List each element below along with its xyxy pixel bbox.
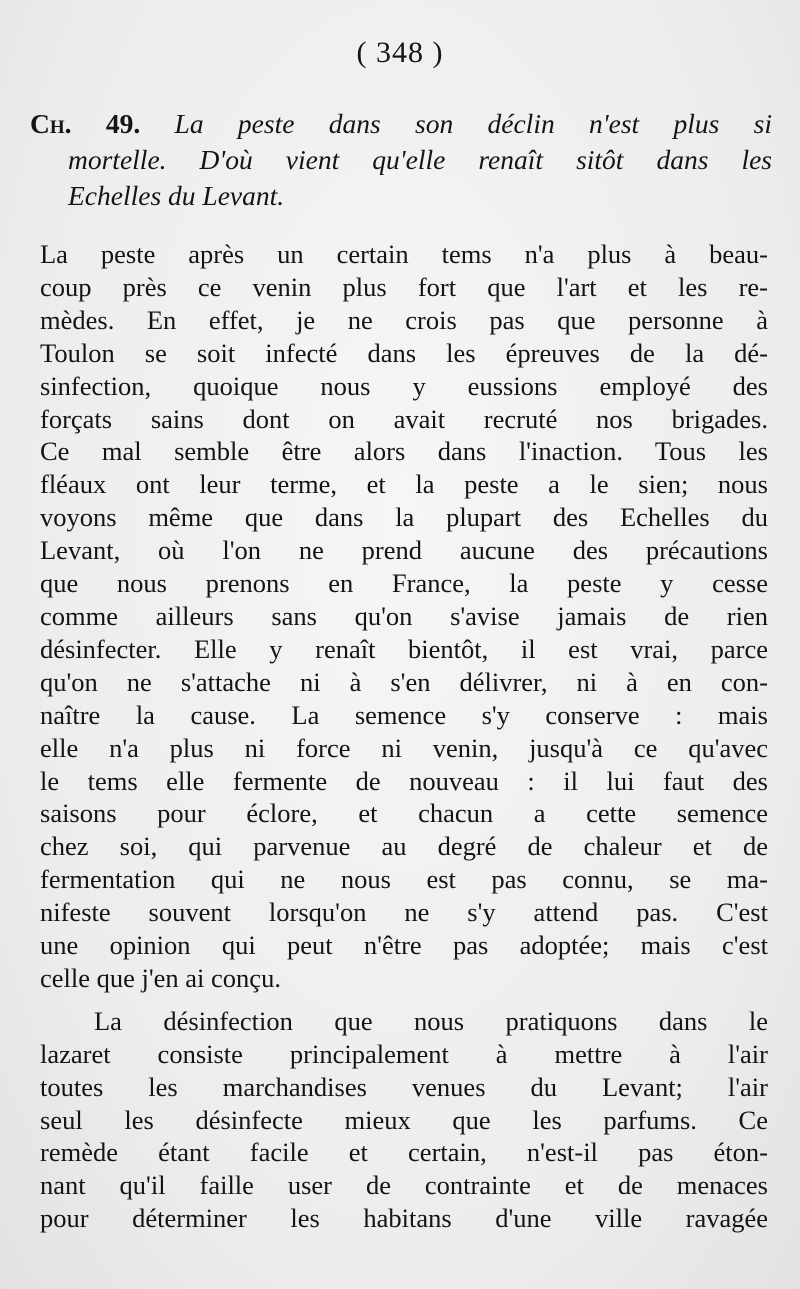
paragraph-2 (40, 1005, 768, 1235)
text-line: toutes les marchandises venues du Levant; l'air (40, 1071, 768, 1102)
text-line: nant qu'il faille user de contrainte et de menaces (40, 1170, 768, 1201)
page-number: ( 348 ) (356, 36, 444, 69)
text-line: pour déterminer les habitans d'une ville ravagée (40, 1203, 768, 1234)
text-line: sinfection, quoique nous y eussions employé des (40, 370, 768, 401)
text-line: Toulon se soit infecté dans les épreuves de la dé- (40, 337, 768, 368)
text-line: La désinfection que nous pratiquons dans le (94, 1005, 768, 1036)
text-line: Ce mal semble être alors dans l'inaction. Tous les (40, 436, 768, 467)
text-line: coup près ce venin plus fort que l'art et les re- (40, 271, 768, 302)
text-line: La peste après un certain tems n'a plus à beau- (40, 239, 768, 269)
text-line: comme ailleurs sans qu'on s'avise jamais de rien (40, 600, 768, 631)
text-line: mèdes. En effet, je ne crois pas que personne à (40, 304, 768, 335)
text-line: naître la cause. La semence s'y conserve : mais (40, 699, 768, 730)
chapter-heading (30, 106, 772, 214)
text-line: nifeste souvent lorsqu'on ne s'y attend pas. C'est (40, 897, 768, 928)
chapter-heading-line-1 (30, 106, 772, 142)
text-line: Levant, où l'on ne prend aucune des précautions (40, 535, 768, 566)
paragraph-1 (40, 238, 768, 995)
chapter-number: 49. (105, 108, 141, 139)
text-line: remède étant facile et certain, n'est-il pas éton- (40, 1137, 768, 1168)
text-line: que nous prenons en France, la peste y cesse (40, 568, 768, 599)
text-line: chez soi, qui parvenue au degré de chaleur et de (40, 831, 768, 862)
text-line: saisons pour éclore, et chacun a cette semence (40, 798, 768, 829)
text-line: une opinion qui peut n'être pas adoptée; mais c'est (40, 930, 768, 961)
text-line: le tems elle fermente de nouveau : il lui faut des (40, 765, 768, 796)
body-text (40, 238, 768, 1235)
text-line: lazaret consiste principalement à mettre à l'air (40, 1038, 768, 1069)
text-line: seul les désinfecte mieux que les parfums. Ce (40, 1104, 768, 1135)
chapter-title-line: Echelles du Levant. (68, 180, 285, 211)
paragraph-gap (40, 995, 768, 1005)
text-line: qu'on ne s'attache ni à s'en délivrer, ni à en con- (40, 666, 768, 697)
text-line: désinfecter. Elle y renaît bientôt, il est vrai, parce (40, 633, 768, 664)
text-line: forçats sains dont on avait recruté nos brigades. (40, 403, 768, 434)
text-line: voyons même que dans la plupart des Echelles du (40, 502, 768, 533)
text-line: elle n'a plus ni force ni venin, jusqu'à ce qu'avec (40, 732, 768, 763)
text-line: celle que j'en ai conçu. (40, 962, 281, 993)
text-line: fléaux ont leur terme, et la peste a le sien; nous (40, 469, 768, 500)
text-line: fermentation qui ne nous est pas connu, se ma- (40, 864, 768, 895)
chapter-title-line: mortelle. D'où vient qu'elle renaît sitôt dans les (68, 144, 772, 175)
chapter-title-line: La peste dans son déclin n'est plus si (174, 108, 773, 139)
chapter-label: Ch. (30, 108, 72, 139)
